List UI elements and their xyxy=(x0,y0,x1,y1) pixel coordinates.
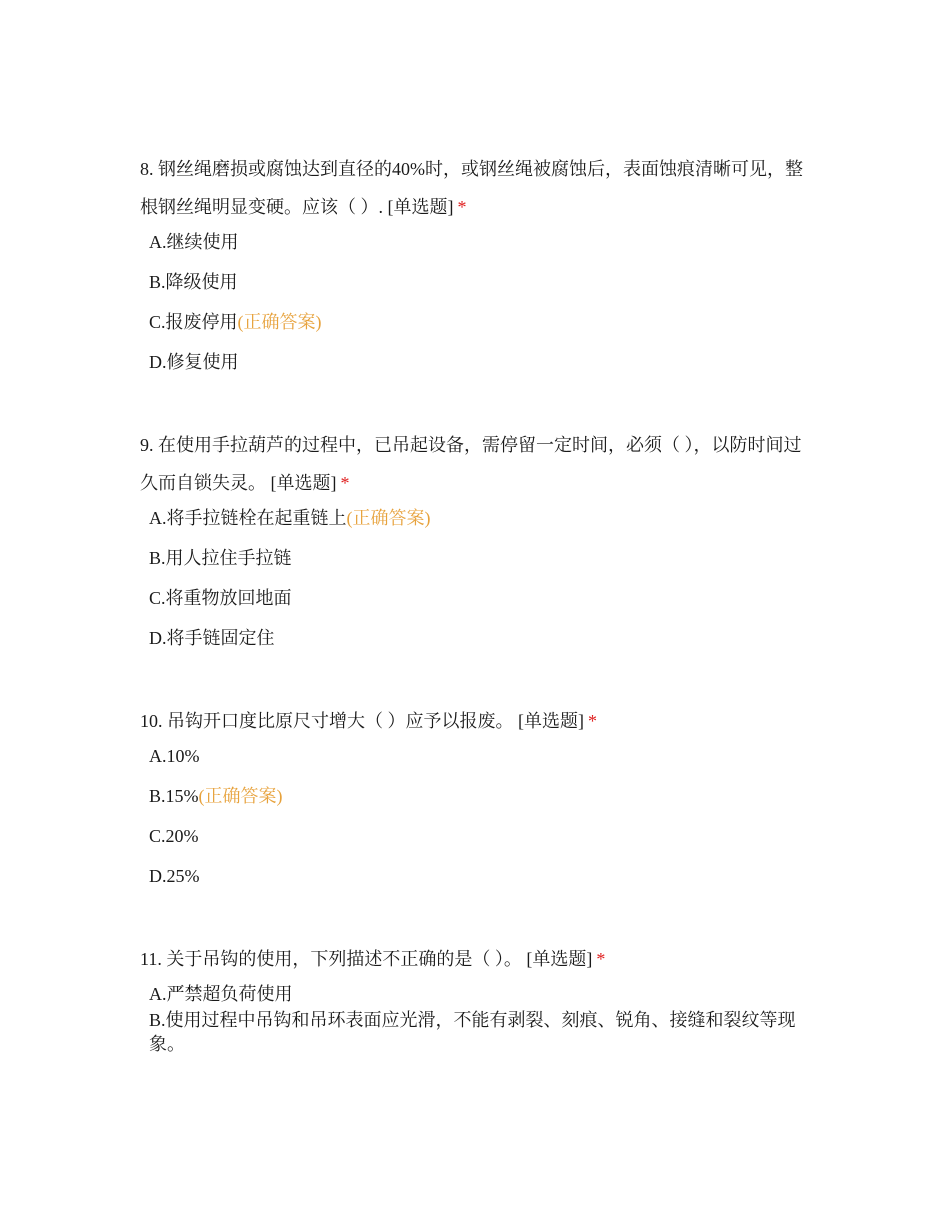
option-label: D.25% xyxy=(149,866,200,886)
option-list xyxy=(140,230,810,374)
option-d[interactable] xyxy=(149,864,810,888)
option-label: B.15% xyxy=(149,786,199,806)
option-list xyxy=(140,982,810,1056)
option-d[interactable] xyxy=(149,626,810,650)
correct-answer-mark: (正确答案) xyxy=(237,312,322,332)
required-mark: * xyxy=(457,197,467,217)
option-label: B.降级使用 xyxy=(149,272,238,292)
question-number: 8. xyxy=(140,159,154,179)
question-text: 在使用手拉葫芦的过程中，已吊起设备，需停留一定时间，必须（ ），以防时间过久而自锁失灵。 xyxy=(140,435,802,493)
option-label: B.用人拉住手拉链 xyxy=(149,548,292,568)
option-label: B.使用过程中吊钩和吊环表面应光滑，不能有剥裂、刻痕、锐角、接缝和裂纹等现象。 xyxy=(149,1010,796,1054)
option-label: A.将手拉链栓在起重链上 xyxy=(149,508,347,528)
question-9 xyxy=(140,426,810,650)
question-type-tag: [单选题] xyxy=(526,949,593,969)
required-mark: * xyxy=(588,711,597,731)
question-text: 钢丝绳磨损或腐蚀达到直径的40%时，或钢丝绳被腐蚀后，表面蚀痕清晰可见，整根钢丝绳明显变硬。应该（ ）. xyxy=(140,159,803,217)
correct-answer-mark: (正确答案) xyxy=(346,508,431,528)
option-c[interactable] xyxy=(149,586,810,610)
question-stem xyxy=(140,150,810,226)
option-d[interactable] xyxy=(149,350,810,374)
option-label: C.报废停用 xyxy=(149,312,238,332)
question-number: 11. xyxy=(140,949,162,969)
option-label: C.20% xyxy=(149,826,199,846)
option-a[interactable] xyxy=(149,982,810,1006)
option-label: A.严禁超负荷使用 xyxy=(149,984,293,1004)
option-c[interactable] xyxy=(149,310,810,334)
question-stem xyxy=(140,426,810,502)
option-b[interactable] xyxy=(149,1008,810,1056)
correct-answer-mark: (正确答案) xyxy=(198,786,283,806)
question-10 xyxy=(140,702,810,888)
question-type-tag: [单选题] xyxy=(270,473,337,493)
question-number: 9. xyxy=(140,435,154,455)
question-11 xyxy=(140,940,810,1056)
option-b[interactable] xyxy=(149,546,810,570)
option-a[interactable] xyxy=(149,744,810,768)
option-b[interactable] xyxy=(149,784,810,808)
option-label: D.将手链固定住 xyxy=(149,628,275,648)
option-list xyxy=(140,506,810,650)
question-text: 吊钩开口度比原尺寸增大（ ）应予以报废。 xyxy=(167,711,518,731)
survey-page xyxy=(140,150,810,1108)
required-mark: * xyxy=(596,949,606,969)
option-a[interactable] xyxy=(149,506,810,530)
question-stem xyxy=(140,940,810,978)
question-8 xyxy=(140,150,810,374)
question-stem xyxy=(140,702,810,740)
option-c[interactable] xyxy=(149,824,810,848)
required-mark: * xyxy=(340,473,350,493)
option-label: C.将重物放回地面 xyxy=(149,588,292,608)
option-list xyxy=(140,744,810,888)
option-label: D.修复使用 xyxy=(149,352,239,372)
question-type-tag: [单选题] xyxy=(518,711,584,731)
option-label: A.10% xyxy=(149,746,200,766)
question-text: 关于吊钩的使用，下列描述不正确的是（ ）。 xyxy=(166,949,527,969)
option-b[interactable] xyxy=(149,270,810,294)
question-type-tag: [单选题] xyxy=(387,197,454,217)
option-a[interactable] xyxy=(149,230,810,254)
question-number: 10. xyxy=(140,711,163,731)
option-label: A.继续使用 xyxy=(149,232,239,252)
